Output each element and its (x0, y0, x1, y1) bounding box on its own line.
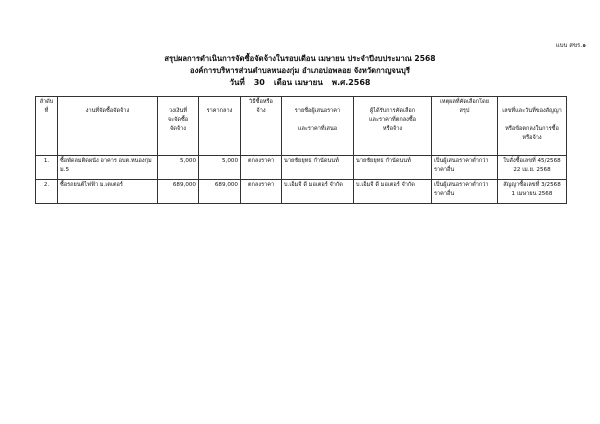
row-winner: บ.เอ็มจี ดี มอเตอร์ จำกัด (354, 180, 432, 204)
row-median: 5,000 (199, 156, 241, 180)
row-no: 1. (36, 156, 58, 180)
col-reason-header: เหตุผลที่คัดเลือกโดย สรุป (432, 97, 498, 156)
col-bidders-header: รายชื่อผู้เสนอราคา และราคาที่เสนอ (282, 97, 354, 156)
row-no: 2. (36, 180, 58, 204)
table-header-row (36, 97, 567, 156)
date-day: 30 (253, 78, 265, 87)
row-median: 689,000 (199, 180, 241, 204)
date-month: เดือน เมษายน (273, 78, 323, 87)
row-bidders: นายชัยยุทธ กำนัดนนท์ (282, 156, 354, 180)
row-method: ตกลงราคา (241, 156, 282, 180)
report-date (0, 77, 600, 89)
row-contract: สัญญาซื้อเลขที่ 3/2568 1 เมษายน 2568 (498, 180, 567, 204)
col-budget-header: วงเงินที่ จะจัดซื้อ จัดจ้าง (158, 97, 199, 156)
report-header (0, 53, 600, 89)
row-method: ตกลงราคา (241, 180, 282, 204)
row-bidders: บ.เอ็มจี ดี มอเตอร์ จำกัด (282, 180, 354, 204)
organization-line: องค์การบริหารส่วนตำบลหนองกุ่ม อำเภอบ่อพลอย จังหวัดกาญจนบุรี (190, 66, 410, 75)
col-no-header: ลำดับ ที่ (36, 97, 58, 156)
row-reason: เป็นผู้เสนอราคาต่ำกว่า ราคาอื่น (432, 156, 498, 180)
table-row (36, 180, 567, 204)
col-contract-header: เลขที่และวันที่ของสัญญา หรือข้อตกลงในการซื้อ หรือจ้าง (498, 97, 567, 156)
date-year: พ.ศ.2568 (331, 78, 371, 87)
row-item: ซื้อพัดลมติดผนัง อาคาร อบต.หนองกุ่ม ม.5 (58, 156, 158, 180)
col-item-header: งานที่จัดซื้อจัดจ้าง (58, 97, 158, 156)
row-winner: นายชัยยุทธ กำนัดนนท์ (354, 156, 432, 180)
row-reason: เป็นผู้เสนอราคาต่ำกว่า ราคาอื่น (432, 180, 498, 204)
col-median-header: ราคากลาง (199, 97, 241, 156)
row-contract: ใบสั่งซื้อเลขที่ 45/2568 22 เม.ย. 2568 (498, 156, 567, 180)
procurement-table (35, 96, 567, 204)
row-item: ซื้อรถยนต์ไฟฟ้า ม.เตเตอร์ (58, 180, 158, 204)
report-title: สรุปผลการดำเนินการจัดซื้อจัดจ้างในรอบเดือน เมษายน ประจำปีงบประมาณ 2568 (164, 54, 436, 63)
row-budget: 5,000 (158, 156, 199, 180)
row-budget: 689,000 (158, 180, 199, 204)
col-method-header: วิธีซื้อหรือ จ้าง (241, 97, 282, 156)
table-row (36, 156, 567, 180)
col-winner-header: ผู้ได้รับการคัดเลือก และราคาที่ตกลงซื้อ หรือจ้าง (354, 97, 432, 156)
form-code: แบบ สขร.๑ (555, 42, 586, 49)
date-label: วันที่ (229, 78, 245, 87)
